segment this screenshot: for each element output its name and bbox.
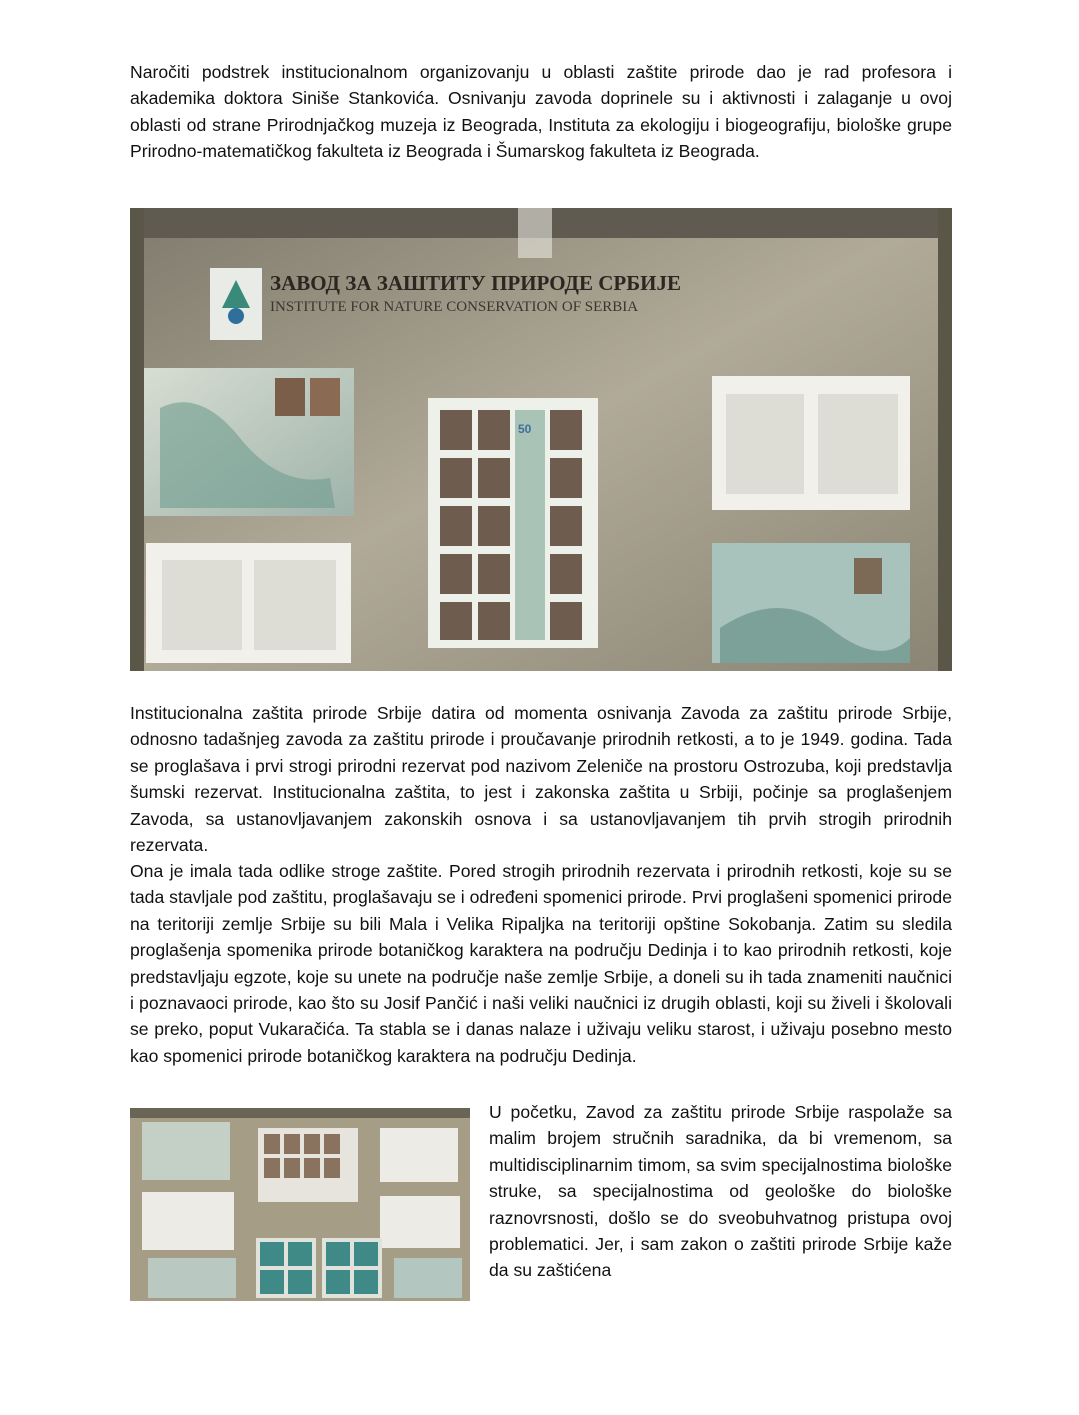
- paragraph-protection: Ona je imala tada odlike stroge zaštite. Pored strogih prirodnih rezervata i prirodnih retkosti, koje su se tada stavljale pod zaštitu, proglašavaju se i određeni spomenici prirode. Prvi proglašeni spomenici prirode na teritoriji zemlje Srbije su bili Mala i Velika Ripaljka na teritoriji opštine Sokobanja. Zatim su sledila proglašenja spomenika prirode botaničkog karaktera na području Dedinja i to kao prirodnih retkosti, koje predstavljaju egzote, koje su unete na područje naše zemlje Srbije, a doneli su ih tada znameniti naučnici i poznavaoci prirode, kao što su Josif Pančić i naši veliki naučnici iz drugih oblasti, koji su živeli i školovali se preko, poput Vukaračića. Ta stabla se i danas nalaze i uživaju veliku starost, i uživaju posebno mesto kao spomenici prirode botaničkog karaktera na području Dedinja.: [130, 861, 952, 1066]
- intro-paragraph: Naročiti podstrek institucionalnom organizovanju u oblasti zaštite prirode dao je rad profesora i akademika doktora Siniše Stankovića. Osnivanju zavoda doprinele su i aktivnosti i zalaganje u ovoj oblasti od strane Prirodnjačkog muzeja iz Beograda, Instituta za ekologiju i biogeografiju, biološke grupe Prirodno-matematičkog fakulteta iz Beograda i Šumarskog fakulteta iz Beograda.: [130, 62, 952, 162]
- exhibition-photo: [130, 208, 952, 671]
- sign-title-english: INSTITUTE FOR NATURE CONSERVATION OF SERBIA: [270, 299, 639, 315]
- paragraph-team: U početku, Zavod za zaštitu prirode Srbije raspolaže sa malim brojem stručnih saradnika, da bi vremenom, sa multidisciplinarnim timom, sa svim specijalnostima biološke struke, sa specijalnostima od geološke do biološke raznovrsnosti, došlo se do sveobuhvatnog pristupa ovoj problematici. Jer, i sam zakon o zaštiti prirode Srbije kaže da su zaštićena: [489, 1102, 952, 1281]
- exhibition-photo-small: [130, 1108, 470, 1301]
- paragraph-founding: Institucionalna zaštita prirode Srbije datira od momenta osnivanja Zavoda za zaštitu prirode Srbije, odnosno tadašnjeg zavoda za zaštitu prirode i proučavanje prirodnih retkosti, a to je 1949. godina. Tada se proglašava i prvi strogi prirodni rezervat pod nazivom Zeleniče na prostoru Ostrozuba, koji predstavlja šumski rezervat. Institucionalna zaštita, to jest i zakonska zaštita u Srbiji, počinje sa proglašenjem Zavoda, sa ustanovljavanjem zakonskih osnova i sa ustanovljavanjem tih prvih strogih prirodnih rezervata.: [130, 703, 952, 856]
- sign-title-cyrillic: ЗАВОД ЗА ЗАШТИТУ ПРИРОДЕ СРБИЈЕ: [270, 271, 681, 295]
- stamp-label: 50: [518, 422, 532, 436]
